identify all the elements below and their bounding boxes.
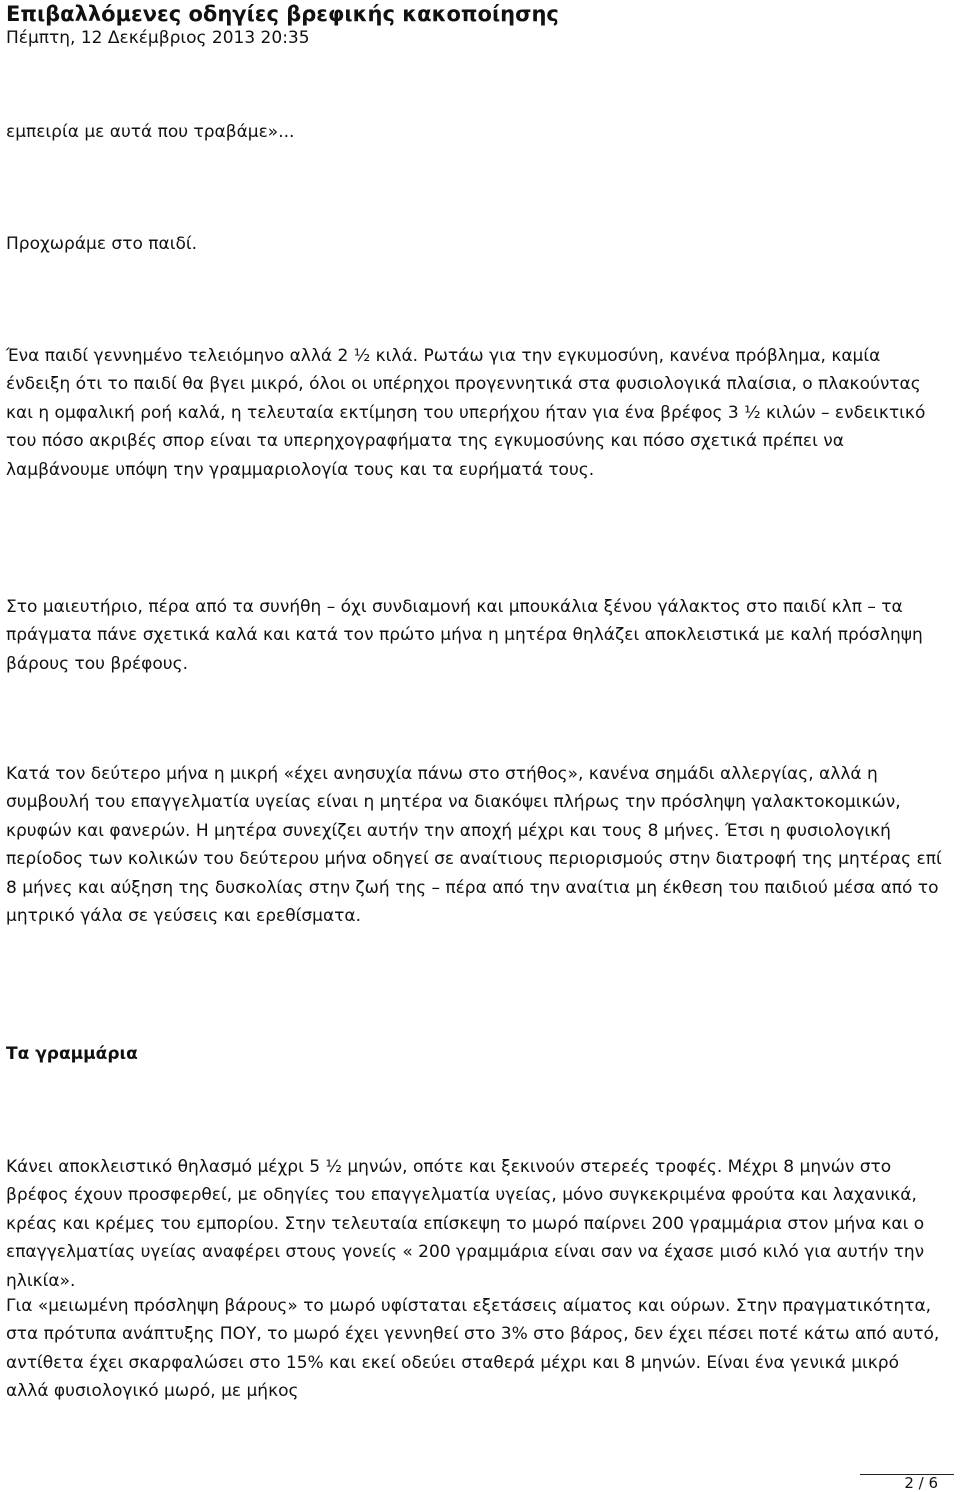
paragraph: Για «μειωμένη πρόσληψη βάρους» το μωρό υφίσταται εξετάσεις αίματος και ούρων. Στην πραγματικότητα, στα πρότυπα ανάπτυξης ΠΟΥ, το μωρό έχει γεννηθεί στο 3% στο βάρος, δεν έχει πέσει ποτέ κάτω από αυτό, αντίθετα έχει σκαρφαλώσει στο 15% και εκεί οδεύει σταθερά μέχρι και 8 μηνών. Είναι ένα γενικά μικρό αλλά φυσιολογικό μωρό, με μήκος [6, 1296, 940, 1402]
paragraph: Στο μαιευτήριο, πέρα από τα συνήθη – όχι συνδιαμονή και μπουκάλια ξένου γάλακτος στο παιδί κλπ – τα πράγματα πάνε σχετικά καλά και κατά τον πρώτο μήνα η μητέρα θηλάζει αποκλειστικά με καλή πρόσληψη βάρους του βρέφους. [6, 597, 923, 674]
page-number: 2 / 6 [904, 1474, 938, 1492]
paragraph: Ένα παιδί γεννημένο τελειόμηνο αλλά 2 ½ κιλά. Ρωτάω για την εγκυμοσύνη, κανένα πρόβλημα, καμία ένδειξη ότι το παιδί θα βγει μικρό, όλοι οι υπέρηχοι προγεννητικά στα φυσιολογικά πλαίσια, ο πλακούντας και η ομφαλική ροή καλά, η τελευταία εκτίμηση του υπερήχου ήταν για ένα βρέφος 3 ½ κιλών – ενδεικτικό του πόσο ακριβές σπορ είναι τα υπερηχογραφήματα της εγκυμοσύνης και πόσο σχετικά πρέπει να λαμβάνουμε υπόψη την γραμμαριολογία τους και τα ευρήματά τους. [6, 346, 926, 480]
section-heading: Τα γραμμάρια [6, 1044, 138, 1064]
document-header [6, 0, 954, 49]
paragraph: Κατά τον δεύτερο μήνα η μικρή «έχει ανησυχία πάνω στο στήθος», κανένα σημάδι αλλεργίας, αλλά η συμβουλή του επαγγελματία υγείας είναι η μητέρα να διακόψει πλήρως την πρόσληψη γαλακτοκομικών, κρυφών και φανερών. Η μητέρα συνεχίζει αυτήν την αποχή μέχρι και τους 8 μήνες. Έτσι η φυσιολογική περίοδος των κολικών του δεύτερου μήνα οδηγεί σε αναίτιους περιορισμούς στην διατροφή της μητέρας επί 8 μήνες και αύξηση της δυσκολίας στην ζωή της – πέρα από την αναίτια μη έκθεση του παιδιού μέσα από το μητρικό γάλα σε γεύσεις και ερεθίσματα. [6, 764, 942, 927]
paragraph: Προχωράμε στο παιδί. [6, 234, 198, 254]
document-title: Επιβαλλόμενες οδηγίες βρεφικής κακοποίησης [6, 2, 559, 26]
paragraph: εμπειρία με αυτά που τραβάμε»... [6, 122, 295, 142]
document-date: Πέμπτη, 12 Δεκέμβριος 2013 20:35 [6, 28, 310, 48]
paragraph: Κάνει αποκλειστικό θηλασμό μέχρι 5 ½ μηνών, οπότε και ξεκινούν στερεές τροφές. Μέχρι 8 μηνών στο βρέφος έχουν προσφερθεί, με οδηγίες του επαγγελματία υγείας, μόνο συγκεκριμένα φρούτα και λαχανικά, κρέας και κρέμες του εμπορίου. Στην τελευταία επίσκεψη το μωρό παίρνει 200 γραμμάρια στον μήνα και ο επαγγελματίας υγείας αναφέρει στους γονείς « 200 γραμμάρια είναι σαν να έχασε μισό κιλό για αυτήν την ηλικία». [6, 1157, 925, 1291]
